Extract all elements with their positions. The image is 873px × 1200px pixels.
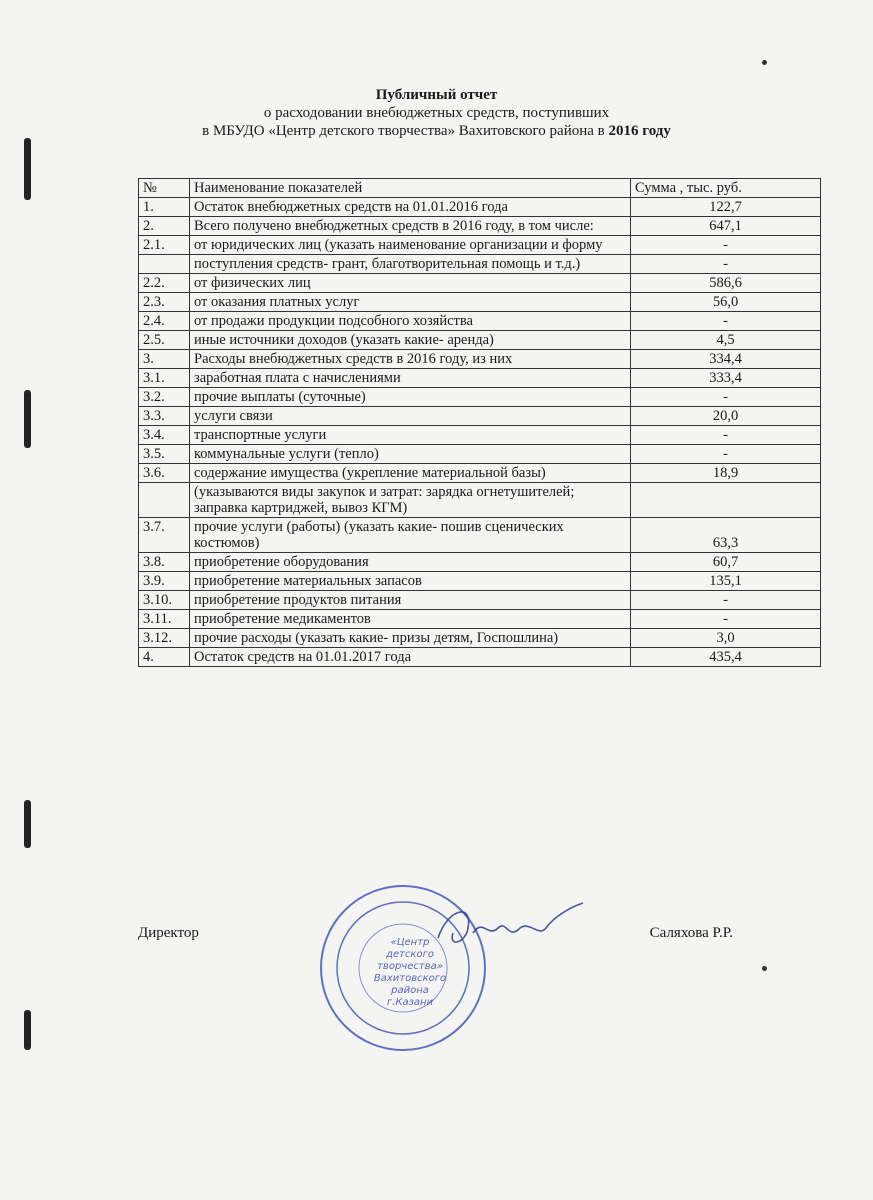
row-number: 3.5.	[139, 445, 190, 464]
row-number: 3.10.	[139, 591, 190, 610]
scan-artifact	[24, 1010, 31, 1050]
row-number: 3.	[139, 350, 190, 369]
table-row	[139, 591, 821, 610]
row-name: от юридических лиц (указать наименование организации и форму	[190, 236, 631, 255]
row-sum: -	[631, 255, 821, 274]
svg-text:творчества»: творчества»	[377, 961, 443, 972]
row-name: от оказания платных услуг	[190, 293, 631, 312]
row-sum: 63,3	[631, 518, 821, 553]
row-name: Остаток внебюджетных средств на 01.01.2016 года	[190, 198, 631, 217]
row-name: услуги связи	[190, 407, 631, 426]
scan-dot	[762, 966, 767, 971]
table-row	[139, 236, 821, 255]
table-row	[139, 572, 821, 591]
table-row	[139, 610, 821, 629]
table-row	[139, 312, 821, 331]
row-sum: -	[631, 445, 821, 464]
row-sum: 3,0	[631, 629, 821, 648]
row-number: 4.	[139, 648, 190, 667]
row-number: 3.6.	[139, 464, 190, 483]
scan-artifact	[24, 138, 31, 200]
row-number	[139, 483, 190, 518]
table-row	[139, 483, 821, 518]
table-row	[139, 293, 821, 312]
org-text: в МБУДО «Центр детского творчества» Вахитовского района в	[202, 123, 609, 139]
row-sum: -	[631, 610, 821, 629]
row-sum: 333,4	[631, 369, 821, 388]
table-row	[139, 388, 821, 407]
table-row	[139, 331, 821, 350]
row-number: 2.3.	[139, 293, 190, 312]
row-name: приобретение продуктов питания	[190, 591, 631, 610]
row-sum: 334,4	[631, 350, 821, 369]
row-name: (указываются виды закупок и затрат: зарядка огнетушителей; заправка картриджей, вывоз КГМ)	[190, 483, 631, 518]
row-number: 2.1.	[139, 236, 190, 255]
row-sum	[631, 483, 821, 518]
table-row	[139, 629, 821, 648]
row-name: заработная плата с начислениями	[190, 369, 631, 388]
director-label: Директор	[138, 925, 199, 941]
table-row	[139, 445, 821, 464]
row-name: содержание имущества (укрепление материальной базы)	[190, 464, 631, 483]
table-row	[139, 217, 821, 236]
scan-artifact	[24, 800, 31, 848]
row-sum: -	[631, 388, 821, 407]
table-row	[139, 274, 821, 293]
row-number: 1.	[139, 198, 190, 217]
row-sum: 122,7	[631, 198, 821, 217]
row-number: 3.3.	[139, 407, 190, 426]
table-row	[139, 553, 821, 572]
row-sum: -	[631, 312, 821, 331]
row-number: 3.7.	[139, 518, 190, 553]
year-text: 2016 году	[608, 123, 671, 139]
report-header	[0, 86, 873, 140]
row-sum: -	[631, 591, 821, 610]
svg-text:района: района	[391, 985, 429, 996]
col-sum-header: Сумма , тыс. руб.	[631, 179, 821, 198]
table-row	[139, 255, 821, 274]
table-row	[139, 369, 821, 388]
row-number	[139, 255, 190, 274]
director-signature	[428, 898, 588, 958]
row-name: транспортные услуги	[190, 426, 631, 445]
row-name: иные источники доходов (указать какие- аренда)	[190, 331, 631, 350]
row-name: приобретение материальных запасов	[190, 572, 631, 591]
svg-text:«Центр: «Центр	[390, 937, 430, 948]
row-name: приобретение медикаментов	[190, 610, 631, 629]
report-subtitle: о расходовании внебюджетных средств, поступивших	[263, 105, 610, 121]
row-sum: 20,0	[631, 407, 821, 426]
row-name: от продажи продукции подсобного хозяйства	[190, 312, 631, 331]
row-name: Расходы внебюджетных средств в 2016 году, из них	[190, 350, 631, 369]
report-table	[138, 178, 821, 667]
row-number: 2.4.	[139, 312, 190, 331]
row-name: приобретение оборудования	[190, 553, 631, 572]
scan-artifact	[24, 390, 31, 448]
row-name: от физических лиц	[190, 274, 631, 293]
row-number: 2.	[139, 217, 190, 236]
row-sum: 60,7	[631, 553, 821, 572]
table-row	[139, 350, 821, 369]
row-name: Всего получено внебюджетных средств в 2016 году, в том числе:	[190, 217, 631, 236]
row-number: 2.2.	[139, 274, 190, 293]
col-name-header: Наименование показателей	[190, 179, 631, 198]
row-number: 3.4.	[139, 426, 190, 445]
report-subtitle-org	[0, 122, 873, 140]
row-sum: -	[631, 426, 821, 445]
row-number: 3.1.	[139, 369, 190, 388]
row-name: прочие расходы (указать какие- призы детям, Госпошлина)	[190, 629, 631, 648]
table-header-row	[139, 179, 821, 198]
svg-text:детского: детского	[386, 949, 434, 960]
row-sum: 647,1	[631, 217, 821, 236]
report-title: Публичный отчет	[375, 87, 498, 103]
row-sum: 586,6	[631, 274, 821, 293]
row-number: 3.8.	[139, 553, 190, 572]
table-row	[139, 518, 821, 553]
svg-text:Вахитовского: Вахитовского	[373, 973, 447, 984]
director-name: Саляхова Р.Р.	[649, 925, 733, 941]
row-name: прочие выплаты (суточные)	[190, 388, 631, 407]
row-number: 3.11.	[139, 610, 190, 629]
scan-dot	[762, 60, 767, 65]
row-number: 3.2.	[139, 388, 190, 407]
table-row	[139, 198, 821, 217]
row-sum: 135,1	[631, 572, 821, 591]
row-sum: 435,4	[631, 648, 821, 667]
row-sum: 56,0	[631, 293, 821, 312]
row-sum: -	[631, 236, 821, 255]
row-sum: 4,5	[631, 331, 821, 350]
table-row	[139, 426, 821, 445]
table-row	[139, 407, 821, 426]
row-number: 3.12.	[139, 629, 190, 648]
row-name: прочие услуги (работы) (указать какие- пошив сценических костюмов)	[190, 518, 631, 553]
table-body	[139, 198, 821, 667]
col-number-header: №	[139, 179, 190, 198]
row-number: 3.9.	[139, 572, 190, 591]
row-sum: 18,9	[631, 464, 821, 483]
table-row	[139, 648, 821, 667]
row-number: 2.5.	[139, 331, 190, 350]
svg-text:г.Казани: г.Казани	[386, 997, 434, 1008]
row-name: Остаток средств на 01.01.2017 года	[190, 648, 631, 667]
table-row	[139, 464, 821, 483]
row-name: поступления средств- грант, благотворительная помощь и т.д.)	[190, 255, 631, 274]
row-name: коммунальные услуги (тепло)	[190, 445, 631, 464]
